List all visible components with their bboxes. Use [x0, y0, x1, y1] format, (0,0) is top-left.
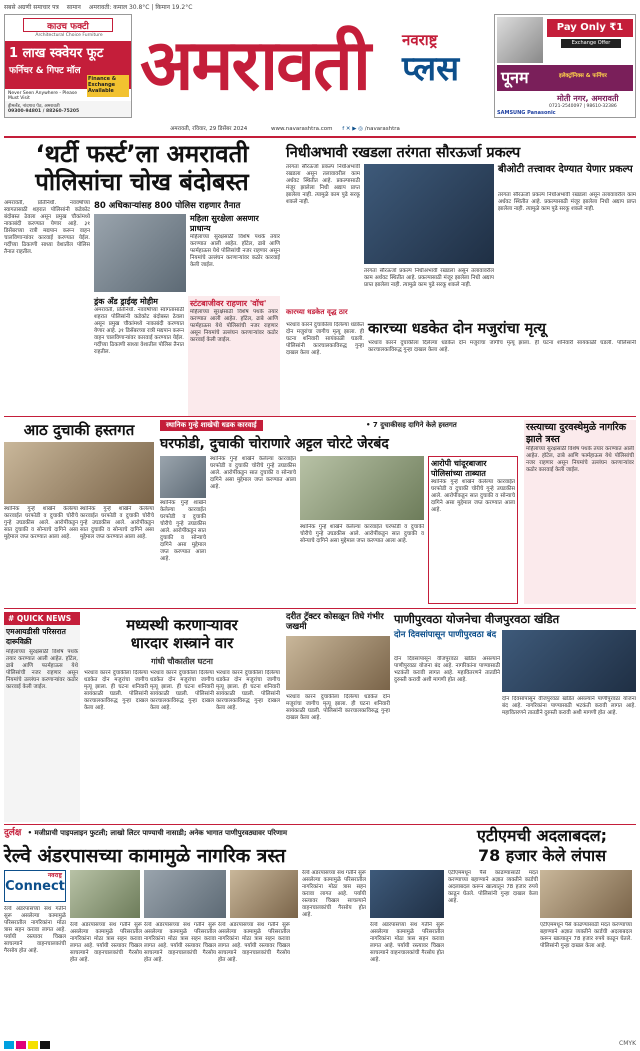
atm-headline-1: एटीएमची अदलाबदल; — [477, 826, 607, 845]
lead-box3 — [188, 296, 280, 417]
social-handle[interactable]: /navarashtra — [364, 126, 400, 132]
railway-body-4: रेल्वे अंडरपासच्या संथ गतीने सुरू असलेल्या कामामुळे परिसरातील नागरिकांना मोठा त्रास सहन करावा लागत आहे. पर्यायी रस्त्यावर चिखल साचल्याने वाहनचालकांची गैरसोय होत आहे. — [218, 922, 290, 963]
crime-photo-2 — [300, 456, 424, 520]
weather-label: सामान — [66, 4, 81, 11]
bikes-photo — [4, 442, 154, 504]
rule-2 — [4, 608, 636, 609]
lead-headline — [4, 140, 280, 196]
rule-3 — [4, 824, 636, 825]
quicknews-label-text: QUICK NEWS — [16, 614, 72, 623]
pipeline-label: दुर्लक्ष — [4, 828, 22, 838]
crime-photo-1 — [160, 456, 206, 498]
violence-body-1: भरधाव कारने दुचाकीला दिलेल्या धडकेत दोन मजुरांचा जागीच मृत्यू झाला. ही घटना शनिवारी सायंकाळी घडली. पोलिसांनी कारचालकाविरुद्ध गुन्हा दाखल केला आहे. — [84, 670, 148, 711]
bot-body: तरंगता सौरऊर्जा प्रकल्प निधीअभावी रखडला असून तलावावरील काम अर्धवट स्थितीत आहे. प्रकल्पासाठी मंजूर झालेला निधी अद्याप प्राप्त झालेला नाही. त्यामुळे काम पुढे सरकू शकले नाही. — [498, 192, 636, 212]
solar-photo — [364, 164, 494, 264]
crime-banner-row — [160, 420, 520, 431]
ad-right-phone: 0721-2540097 | 98610-32386 — [549, 104, 617, 109]
arrest-headline: आरोपी चांदूरबाजार पोलिसांच्या ताब्यात — [431, 459, 487, 478]
brand-bottom: प्लस — [402, 49, 460, 89]
lead-box3-title: स्टंटबाजीवर राहणार 'वॉच' — [190, 299, 267, 308]
railway-body-5: रेल्वे अंडरपासच्या संथ गतीने सुरू असलेल्या कामामुळे परिसरातील नागरिकांना मोठा त्रास सहन करावा लागत आहे. पर्यायी रस्त्यावर चिखल साचल्याने वाहनचालकांची गैरसोय होत आहे. — [302, 870, 366, 918]
lead-headline-2: पोलिसांचा चोख बंदोबस्त — [35, 168, 249, 196]
crime-body-2: स्थानिक गुन्हे शाखेने केलेल्या कारवाईत घरफोडी व दुचाकी चोरीचे गुन्हे उघडकीस आले. आरोपींकडून सात दुचाकी व सोन्याचे दागिने असा मुद्देमाल जप्त करण्यात आला आहे. — [160, 500, 206, 562]
violence-headline — [84, 616, 280, 652]
lead-sub: 80 अधिकाऱ्यांसह 800 पोलिस राहणार तैनात — [94, 201, 241, 211]
ad-electronics[interactable] — [494, 14, 636, 118]
color-mark-black — [40, 1041, 50, 1049]
ad-right-brand: पूनम — [501, 68, 529, 87]
lead-box3-body: महिलांच्या सुरक्षेसाठी विशेष पथके तयार करण्यात आली आहेत. हॉटेल, ढाबे आणि फार्महाऊस येथे पोलिसांची नजर राहणार असून नियमांचे उल्लंघन करणाऱ्यांवर कठोर कारवाई केली जाईल. — [190, 309, 278, 343]
tractor-headline: दरीत ट्रॅक्टर कोसळून तिघे गंभीर जखमी — [286, 612, 384, 632]
atm-photo — [540, 870, 632, 918]
arrest-body: स्थानिक गुन्हे शाखेने केलेल्या कारवाईत घरफोडी व दुचाकी चोरीचे गुन्हे उघडकीस आले. आरोपींकडून सात दुचाकी व सोन्याचे दागिने असा मुद्देमाल जप्त करण्यात आला आहे. — [431, 479, 515, 513]
crime-banner: स्थानिक गुन्हे शाखेची धडक कारवाई — [160, 420, 263, 431]
ad-red-block — [5, 41, 131, 94]
ad-area: 1 लाख स्क्वेयर फूट — [9, 46, 104, 61]
violence-body-2: भरधाव कारने दुचाकीला दिलेल्या धडकेत दोन मजुरांचा जागीच मृत्यू झाला. ही घटना शनिवारी सायंकाळी घडली. पोलिसांनी कारचालकाविरुद्ध गुन्हा दाखल केला आहे. — [150, 670, 214, 711]
tractor-body: भरधाव कारने दुचाकीला दिलेल्या धडकेत दोन मजुरांचा जागीच मृत्यू झाला. ही घटना शनिवारी सायंकाळी घडली. पोलिसांनी कारचालकाविरुद्ध गुन्हा दाखल केला आहे. — [286, 694, 390, 721]
rule-1 — [4, 416, 636, 417]
color-mark-yellow — [28, 1041, 38, 1049]
social-icons[interactable]: f ✕ ▶ ◎ — [342, 126, 364, 132]
masthead-title-box — [140, 20, 402, 110]
power-sub: दोन दिवसांपासून पाणीपुरवठा बंद — [394, 630, 497, 640]
atm-body-1: एटीएममधून पैसे काढण्यासाठी मदत करण्याच्या बहाण्याने अज्ञात व्यक्तीने कार्डची अदलाबदल करून खात्यातून 78 हजार रुपये काढून घेतले. पोलिसांनी गुन्हा दाखल केला आहे. — [448, 870, 538, 904]
crime-body-1: स्थानिक गुन्हे शाखेने केलेल्या कारवाईत घरफोडी व दुचाकी चोरीचे गुन्हे उघडकीस आले. आरोपींकडून सात दुचाकी व सोन्याचे दागिने असा मुद्देमाल जप्त करण्यात आला आहे. — [210, 456, 296, 490]
roads-box — [524, 420, 636, 604]
ad-offer-sub: Exchange Offer — [561, 39, 621, 48]
solar-caption: कारच्या धडकेत वृद्ध ठार — [286, 308, 348, 316]
ad-finance-badge: Finance & Exchange Available — [87, 75, 129, 97]
solar-body-1: तरंगता सौरऊर्जा प्रकल्प निधीअभावी रखडला असून तलावावरील काम अर्धवट स्थितीत आहे. प्रकल्पासाठी मंजूर झालेला निधी अद्याप प्राप्त झालेला नाही. त्यामुळे काम पुढे सरकू शकले नाही. — [286, 164, 360, 205]
railway-photo-4 — [370, 870, 444, 918]
accident-body-1: भरधाव कारने दुचाकीला दिलेल्या धडकेत दोन मजुरांचा जागीच मृत्यू झाला. ही घटना शनिवारी सायंकाळी घडली. पोलिसांनी कारचालकाविरुद्ध गुन्हा दाखल केला आहे. — [286, 322, 364, 356]
brand-box — [402, 30, 492, 100]
ad-furniture[interactable] — [4, 14, 132, 118]
quicknews-title: एमआयडीसी परिसरात दारूविक्री — [6, 627, 66, 646]
color-mark-cyan — [4, 1041, 14, 1049]
violence-headline-2: धारदार शस्त्राने वार — [130, 634, 234, 652]
atm-headline — [448, 826, 636, 866]
ad-phone: 09300-94801 / 88260-75205 — [8, 109, 80, 114]
quicknews-label: # QUICK NEWS — [4, 612, 80, 625]
masthead-rule — [4, 136, 636, 138]
roads-body: महिलांच्या सुरक्षेसाठी विशेष पथके तयार करण्यात आली आहेत. हॉटेल, ढाबे आणि फार्महाऊस येथे पोलिसांची नजर राहणार असून नियमांचे उल्लंघन करणाऱ्यांवर कठोर कारवाई केली जाईल. — [526, 446, 634, 473]
color-mark-magenta — [16, 1041, 26, 1049]
masthead-title: अमरावती — [140, 23, 370, 106]
lead-box2-body: अमरावती, प्रतिनिधी. नववर्षाच्या स्वागतासाठी शहरात पोलिसांनी कडेकोट बंदोबस्त ठेवला असून प्रमुख चौकांमध्ये नाकाबंदी करण्यात येणार आहे. ३१ डिसेंबरच्या रात्री मद्यपान करून वाहन चालविणाऱ्यांवर कारवाई करण्यात येईल. गर्दीच्या ठिकाणी साध्या वेशातील पोलिस तैनात राहतील. — [94, 307, 184, 355]
tractor-photo — [286, 636, 390, 690]
lead-box2 — [94, 296, 184, 419]
top-bar-left: सबसे अग्रणी समाचार पत्र — [4, 4, 59, 11]
bikes-headline: आठ दुचाकी हस्तगत — [23, 421, 135, 439]
railway-photo-2 — [144, 870, 226, 918]
lead-body: अमरावती, प्रतिनिधी. नववर्षाच्या स्वागतासाठी शहरात पोलिसांनी कडेकोट बंदोबस्त ठेवला असून प्रमुख चौकांमध्ये नाकाबंदी करण्यात येणार आहे. ३१ डिसेंबरच्या रात्री मद्यपान करून वाहन चालविणाऱ्यांवर कारवाई करण्यात येईल. गर्दीच्या ठिकाणी साध्या वेशातील पोलिस तैनात राहतील. — [4, 200, 90, 255]
atm-headline-2: 78 हजार केले लंपास — [477, 846, 607, 865]
accident-headline: कारच्या धडकेत दोन मजुरांचा मृत्यू — [368, 321, 546, 337]
lead-box1 — [190, 214, 280, 290]
solar-body-2: तरंगता सौरऊर्जा प्रकल्प निधीअभावी रखडला असून तलावावरील काम अर्धवट स्थितीत आहे. प्रकल्पासाठी मंजूर झालेला निधी अद्याप प्राप्त झालेला नाही. त्यामुळे काम पुढे सरकू शकले नाही. — [364, 268, 494, 288]
ad-title: फर्निचर & गिफ्ट मॉल — [9, 66, 81, 76]
railway-photo-3 — [230, 870, 298, 918]
ad-footer — [5, 101, 131, 117]
atm-body-2: एटीएममधून पैसे काढण्यासाठी मदत करण्याच्या बहाण्याने अज्ञात व्यक्तीने कार्डची अदलाबदल करून खात्यातून 78 हजार रुपये काढून घेतले. पोलिसांनी गुन्हा दाखल केला आहे. — [540, 922, 632, 949]
quicknews-body: महिलांच्या सुरक्षेसाठी विशेष पथके तयार करण्यात आली आहेत. हॉटेल, ढाबे आणि फार्महाऊस येथे पोलिसांची नजर राहणार असून नियमांचे उल्लंघन करणाऱ्यांवर कठोर कारवाई केली जाईल. — [6, 649, 78, 690]
power-photo — [502, 630, 636, 692]
quicknews-box — [4, 612, 80, 822]
railway-body-1: रेल्वे अंडरपासच्या संथ गतीने सुरू असलेल्या कामामुळे परिसरातील नागरिकांना मोठा त्रास सहन करावा लागत आहे. पर्यायी रस्त्यावर चिखल साचल्याने वाहनचालकांची गैरसोय होत आहे. — [4, 906, 66, 954]
railway-headline: रेल्वे अंडरपासच्या कामामुळे नागरिक त्रस्त — [4, 845, 286, 867]
weather-temp: अमरावती: कमाल 30.8°C | किमान 19.2°C — [88, 4, 193, 11]
ad-fridge-image — [497, 17, 543, 63]
ad-offer: Pay Only ₹1 — [547, 19, 633, 37]
ad-brand-sub: Architectural Choice Furniture — [35, 33, 103, 38]
connect-top: नवराष्ट्र — [47, 872, 62, 879]
pipeline-bullet: • मजीप्राची पाइपलाइन फुटली; लाखो लिटर पाण्याची नासाडी; अनेक भागात पाणीपुरवठ्यावर परिणाम — [27, 829, 288, 837]
solar-headline: निधीअभावी रखडला तरंगता सौरऊर्जा प्रकल्प — [286, 145, 521, 161]
lead-box2-title: ड्रंक अँड ड्राईव्ह मोहीम — [94, 297, 158, 306]
railway-body-6: रेल्वे अंडरपासच्या संथ गतीने सुरू असलेल्या कामामुळे परिसरातील नागरिकांना मोठा त्रास सहन करावा लागत आहे. पर्यायी रस्त्यावर चिखल साचल्याने वाहनचालकांची गैरसोय होत आहे. — [370, 922, 444, 963]
lead-photo — [94, 214, 186, 292]
crime-headline: घरफोडी, दुचाकी चोराणारे अट्टल चोरटे जेरबंद — [160, 436, 389, 452]
top-bar — [4, 3, 636, 13]
pipeline-strip — [4, 828, 444, 839]
roads-headline: रस्त्याच्या दुरवस्थेमुळे नागरिक झाले त्रस्त — [526, 422, 627, 445]
crime-bullet: • 7 दुचाकीसह दागिने केले हस्तगत — [366, 421, 457, 429]
violence-headline-1: मध्यस्थी करणाऱ्यावर — [126, 616, 238, 634]
ad-tagline: Never Seen Anywhere - Please Must Visit — [8, 91, 78, 101]
ad-right-brand-sub: इलेक्ट्रॉनिक्स & फर्निचर — [559, 73, 607, 79]
lead-headline-1: ‘थर्टी फर्स्ट’ला अमरावती — [35, 140, 249, 168]
page-code: CMYK — [619, 1040, 636, 1047]
connect-logo[interactable] — [4, 870, 66, 902]
railway-body-3: रेल्वे अंडरपासच्या संथ गतीने सुरू असलेल्या कामामुळे परिसरातील नागरिकांना मोठा त्रास सहन करावा लागत आहे. पर्यायी रस्त्यावर चिखल साचल्याने वाहनचालकांची गैरसोय होत आहे. — [144, 922, 216, 963]
dateline: अमरावती, रविवार, 29 डिसेंबर 2024 — [170, 126, 248, 132]
lead-box1-body: महिलांच्या सुरक्षेसाठी विशेष पथके तयार करण्यात आली आहेत. हॉटेल, ढाबे आणि फार्महाऊस येथे पोलिसांची नजर राहणार असून नियमांचे उल्लंघन करणाऱ्यांवर कठोर कारवाई केली जाईल. — [190, 234, 280, 268]
bikes-body-2: स्थानिक गुन्हे शाखेने केलेल्या कारवाईत घरफोडी व दुचाकी चोरीचे गुन्हे उघडकीस आले. आरोपींकडून सात दुचाकी व सोन्याचे दागिने असा मुद्देमाल जप्त करण्यात आला आहे. — [80, 506, 154, 540]
website-link[interactable]: www.navarashtra.com — [270, 126, 333, 132]
railway-photo-1 — [70, 870, 140, 918]
violence-sub: गांधी चौकातील घटना — [151, 657, 213, 666]
crime-body-3: स्थानिक गुन्हे शाखेने केलेल्या कारवाईत घरफोडी व दुचाकी चोरीचे गुन्हे उघडकीस आले. आरोपींकडून सात दुचाकी व सोन्याचे दागिने असा मुद्देमाल जप्त करण्यात आला आहे. — [300, 524, 424, 544]
date-strip — [140, 124, 492, 134]
power-body-1: दोन दिवसांपासून वीजपुरवठा खंडित असल्याने पाणीपुरवठा योजना बंद आहे. नागरिकांना पाण्यासाठी भटकंती करावी लागत आहे. महावितरणने तातडीने दुरुस्ती करावी अशी मागणी होत आहे. — [394, 656, 500, 683]
ad-right-logos: SAMSUNG Panasonic — [497, 110, 556, 116]
power-headline: पाणीपुरवठा योजनेचा वीजपुरवठा खंडित — [394, 612, 560, 626]
ad-brand-bar — [497, 65, 633, 91]
lead-box1-title: महिला सुरक्षेला असणार प्राधान्य — [190, 214, 259, 233]
ad-address: ड्रीमलँड, नांदगाव पेठ, अमरावती — [8, 104, 60, 109]
brand-top: नवराष्ट्र — [402, 31, 438, 49]
arrest-box — [428, 456, 518, 604]
accident-body-2: भरधाव कारने दुचाकीला दिलेल्या धडकेत दोन मजुरांचा जागीच मृत्यू झाला. ही घटना शनिवारी सायंकाळी घडली. पोलिसांनी कारचालकाविरुद्ध गुन्हा दाखल केला आहे. — [368, 340, 636, 353]
power-body-2: दोन दिवसांपासून वीजपुरवठा खंडित असल्याने पाणीपुरवठा योजना बंद आहे. नागरिकांना पाण्यासाठी भटकंती करावी लागत आहे. महावितरणने तातडीने दुरुस्ती करावी अशी मागणी होत आहे. — [502, 696, 636, 716]
bikes-body-1: स्थानिक गुन्हे शाखेने केलेल्या कारवाईत घरफोडी व दुचाकी चोरीचे गुन्हे उघडकीस आले. आरोपींकडून सात दुचाकी व सोन्याचे दागिने असा मुद्देमाल जप्त करण्यात आला आहे. — [4, 506, 78, 540]
ad-right-address: मोती नगर, अमरावती — [557, 94, 619, 103]
connect-bottom: Connect — [5, 879, 65, 894]
violence-body-3: भरधाव कारने दुचाकीला दिलेल्या धडकेत दोन मजुरांचा जागीच मृत्यू झाला. ही घटना शनिवारी सायंकाळी घडली. पोलिसांनी कारचालकाविरुद्ध गुन्हा दाखल केला आहे. — [216, 670, 280, 711]
ad-brand: काउच फक्टी — [23, 18, 113, 32]
bot-headline: बीओटी तत्त्वावर देण्यात येणार प्रकल्प — [498, 164, 633, 175]
railway-body-2: रेल्वे अंडरपासच्या संथ गतीने सुरू असलेल्या कामामुळे परिसरातील नागरिकांना मोठा त्रास सहन करावा लागत आहे. पर्यायी रस्त्यावर चिखल साचल्याने वाहनचालकांची गैरसोय होत आहे. — [70, 922, 142, 963]
